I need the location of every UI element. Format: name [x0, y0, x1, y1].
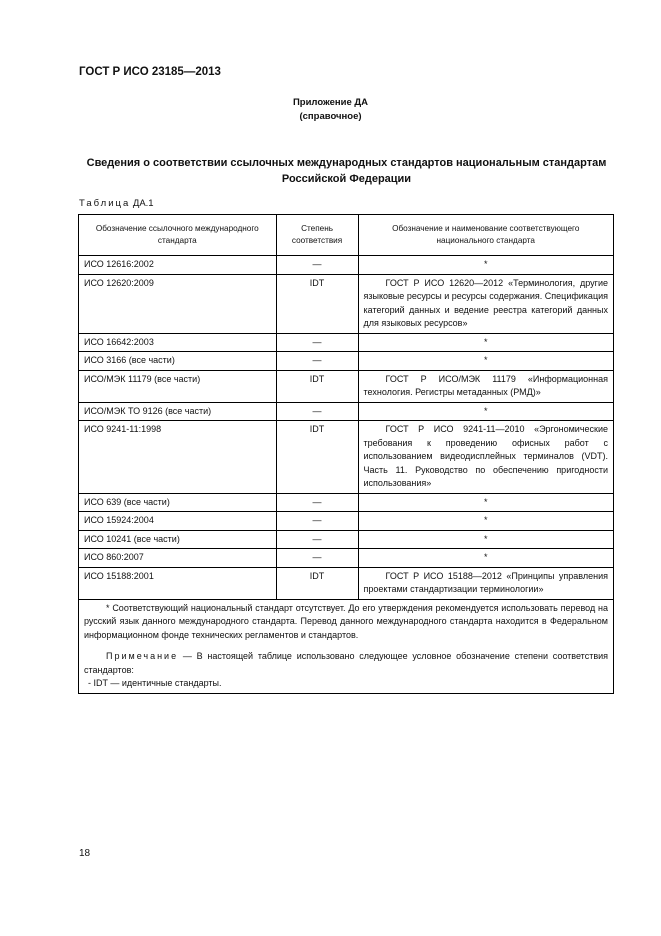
- national-cell: *: [358, 402, 613, 421]
- ref-cell: ИСО 16642:2003: [79, 333, 277, 352]
- note-item: - IDT — идентичные стандарты.: [88, 678, 222, 688]
- table-row: [79, 274, 614, 333]
- degree-cell: IDT: [276, 421, 358, 494]
- national-cell: ГОСТ Р ИСО 9241-11—2010 «Эргономические требования к проведению офисных работ с использованием видеодисплейных терминалов (VDT). Часть 11. Руководство по обеспечению пригодности использования»: [358, 421, 613, 494]
- note: [84, 650, 608, 677]
- national-cell: *: [358, 333, 613, 352]
- degree-cell: —: [276, 402, 358, 421]
- degree-cell: —: [276, 256, 358, 275]
- table-row: [79, 512, 614, 531]
- table-label-number: ДА.1: [132, 198, 154, 209]
- annex-title: Приложение ДА: [292, 97, 369, 108]
- table-row: [79, 530, 614, 549]
- degree-cell: —: [276, 549, 358, 568]
- degree-cell: —: [276, 333, 358, 352]
- ref-cell: ИСО 9241-11:1998: [79, 421, 277, 494]
- degree-cell: —: [276, 352, 358, 371]
- ref-cell: ИСО 12620:2009: [79, 274, 277, 333]
- section-title-line1: Сведения о соответствии ссылочных международных стандартов национальным стандартам: [86, 157, 607, 169]
- ref-cell: ИСО 860:2007: [79, 549, 277, 568]
- table-row: [79, 493, 614, 512]
- degree-cell: —: [276, 530, 358, 549]
- national-cell: ГОСТ Р ИСО/МЭК 11179 «Информационная технология. Регистры метаданных (РМД)»: [358, 370, 613, 402]
- header-degree: Степень соответствия: [276, 215, 358, 256]
- national-cell: *: [358, 352, 613, 371]
- table-row: [79, 567, 614, 599]
- degree-cell: IDT: [276, 370, 358, 402]
- table-row: [79, 421, 614, 494]
- page-number: 18: [79, 848, 91, 859]
- table-row: [79, 256, 614, 275]
- table-label: [79, 198, 154, 209]
- ref-cell: ИСО 15924:2004: [79, 512, 277, 531]
- annex-subtitle: (справочное): [299, 111, 362, 122]
- national-cell: *: [358, 549, 613, 568]
- table-row: [79, 370, 614, 402]
- degree-cell: —: [276, 493, 358, 512]
- ref-cell: ИСО 10241 (все части): [79, 530, 277, 549]
- table-row: [79, 402, 614, 421]
- ref-cell: ИСО 15188:2001: [79, 567, 277, 599]
- ref-cell: ИСО/МЭК ТО 9126 (все части): [79, 402, 277, 421]
- section-title-line2: Российской Федерации: [281, 173, 412, 185]
- national-cell: *: [358, 493, 613, 512]
- ref-cell: ИСО 3166 (все части): [79, 352, 277, 371]
- header-national-standard: Обозначение и наименование соответствующего национального стандарта: [358, 215, 613, 256]
- ref-cell: ИСО/МЭК 11179 (все части): [79, 370, 277, 402]
- table-row: [79, 352, 614, 371]
- national-cell: ГОСТ Р ИСО 15188—2012 «Принципы управления проектами стандартизации терминологии»: [358, 567, 613, 599]
- note-text: — В настоящей таблице использовано следующее условное обозначение степени соответствия стандартов:: [84, 651, 608, 675]
- ref-cell: ИСО 639 (все части): [79, 493, 277, 512]
- table-header-row: [79, 215, 614, 256]
- annex-heading: [0, 96, 661, 124]
- degree-cell: IDT: [276, 567, 358, 599]
- degree-cell: IDT: [276, 274, 358, 333]
- national-cell: *: [358, 530, 613, 549]
- document-code: ГОСТ Р ИСО 23185—2013: [79, 66, 221, 78]
- section-title: [79, 155, 614, 187]
- national-cell: *: [358, 512, 613, 531]
- national-cell: ГОСТ Р ИСО 12620—2012 «Терминология, другие языковые ресурсы и ресурсы содержания. Спецификация категорий данных и ведение реестра категорий данных для языковых ресурсов»: [358, 274, 613, 333]
- national-cell: *: [358, 256, 613, 275]
- standards-table: [78, 214, 614, 694]
- table-row: [79, 549, 614, 568]
- footnote: * Соответствующий национальный стандарт отсутствует. До его утверждения рекомендуется использовать перевод на русский язык данного международного стандарта. Перевод данного международного стандарта находится в Федеральном информационном фонде технических регламентов и стандартов.: [84, 602, 608, 640]
- table-footer: [79, 599, 614, 693]
- degree-cell: —: [276, 512, 358, 531]
- table-footer-row: [79, 599, 614, 693]
- table-row: [79, 333, 614, 352]
- header-reference-standard: Обозначение ссылочного международного стандарта: [79, 215, 277, 256]
- table-label-prefix: Таблица: [79, 198, 131, 209]
- note-label: Примечание: [106, 651, 179, 661]
- ref-cell: ИСО 12616:2002: [79, 256, 277, 275]
